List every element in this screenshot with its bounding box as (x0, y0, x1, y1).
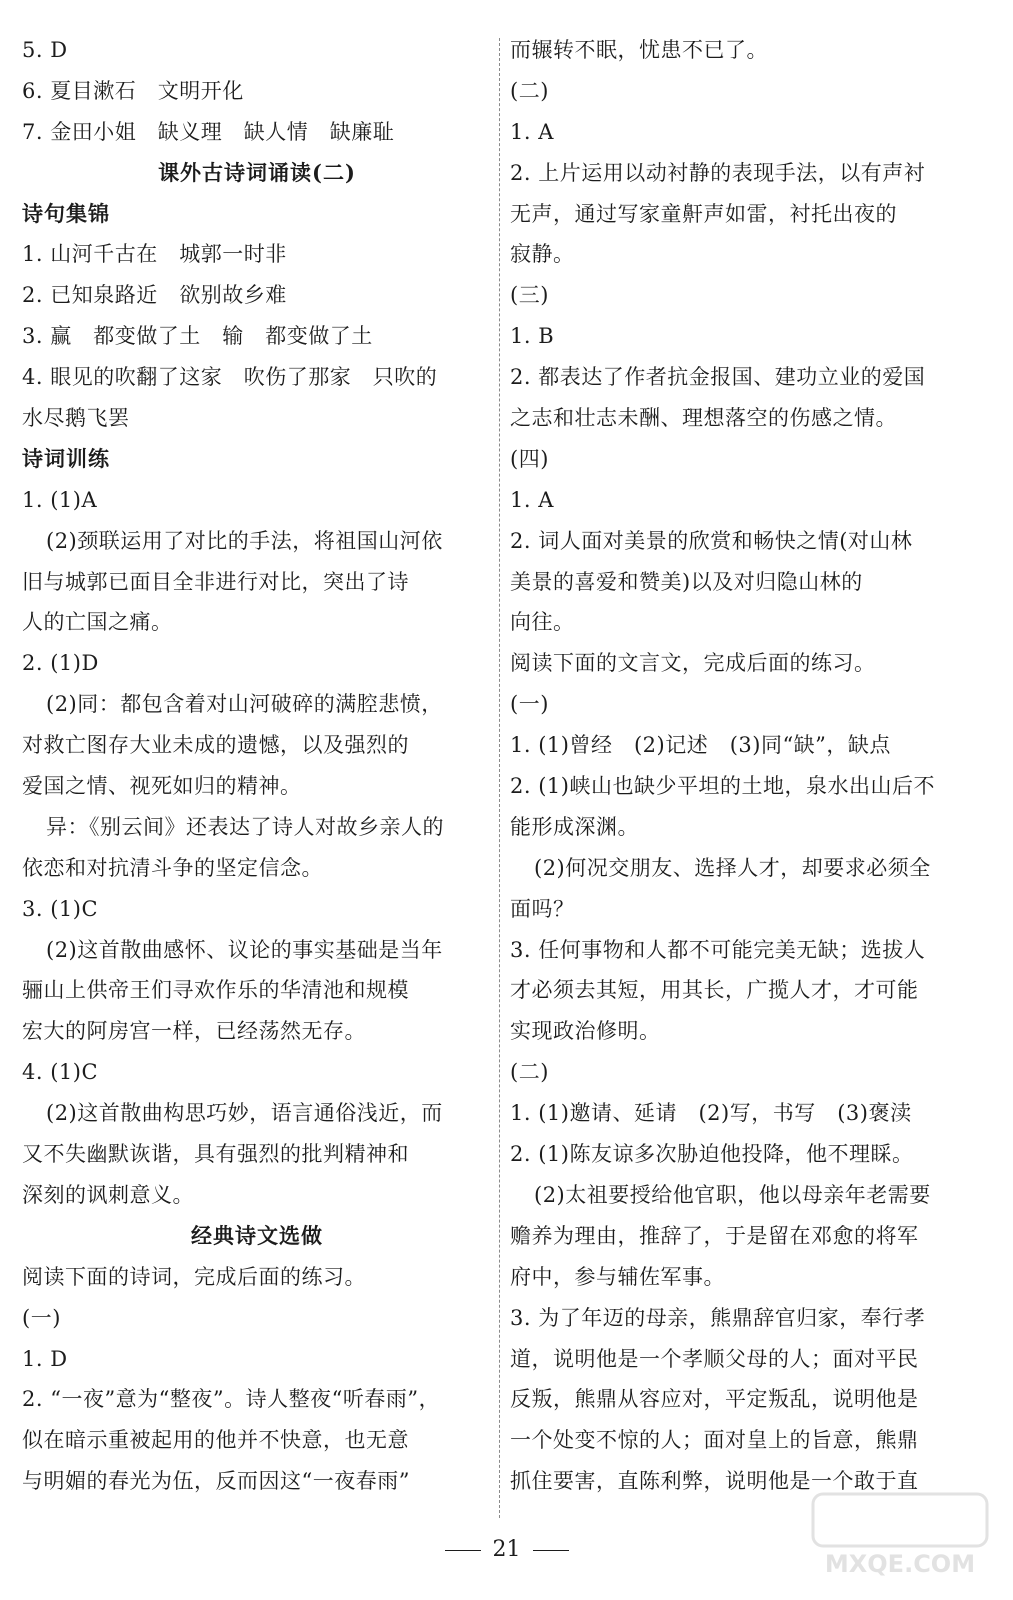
watermark-text: MXQE.COM (824, 1550, 976, 1578)
text-line: 水尽鹅飞罢 (22, 406, 130, 431)
right-column (510, 30, 980, 1502)
text-line: 才必须去其短，用其长，广揽人才，才可能 (510, 978, 919, 1003)
text-line: 5. D (22, 38, 68, 62)
section-heading: 经典诗文选做 (191, 1222, 323, 1248)
text-line: 赡养为理由，推辞了，于是留在邓愈的将军 (510, 1223, 919, 1248)
text-line: 对救亡图存大业未成的遗憾，以及强烈的 (22, 733, 409, 758)
text-line: 寂静。 (510, 242, 575, 267)
text-line: 与明媚的春光为伍，反而因这“一夜春雨” (22, 1469, 410, 1494)
text-line: 似在暗示重被起用的他并不快意，也无意 (22, 1428, 409, 1453)
subsection-heading: 诗词训练 (22, 445, 110, 471)
text-line: (三) (510, 283, 549, 308)
text-line: 1. 山河千古在 城郭一时非 (22, 242, 287, 267)
text-line: 2. (1)D (22, 651, 99, 676)
text-line: 1. (1)曾经 (2)记述 (3)同“缺”，缺点 (510, 733, 891, 758)
watermark-logo-icon (805, 1488, 995, 1583)
text-line: (二) (510, 78, 549, 103)
text-line: 3. 任何事物和人都不可能完美无缺；选拔人 (510, 937, 926, 962)
text-line: (一) (510, 692, 549, 717)
text-line: (一) (22, 1305, 61, 1330)
text-line: 府中，参与辅佐军事。 (510, 1264, 725, 1289)
page-number: 21 (492, 1537, 521, 1562)
text-line: 向往。 (510, 610, 575, 635)
text-line: (二) (510, 1060, 549, 1085)
text-line: (2)同：都包含着对山河破碎的满腔悲愤， (46, 692, 443, 717)
text-line: 旧与城郭已面目全非进行对比，突出了诗 (22, 569, 409, 594)
text-line: 实现政治修明。 (510, 1019, 661, 1044)
text-line: 异：《别云间》还表达了诗人对故乡亲人的 (46, 814, 444, 839)
text-line: 面吗？ (510, 896, 575, 921)
text-line: (2)颈联运用了对比的手法，将祖国山河依 (46, 528, 443, 553)
text-line: (四) (510, 446, 549, 471)
text-line: 无声，通过写家童鼾声如雷，衬托出夜的 (510, 201, 897, 226)
text-line: 阅读下面的诗词，完成后面的练习。 (22, 1264, 366, 1289)
text-line: 1. A (510, 119, 554, 144)
text-line: (2)何况交朋友、选择人才，却要求必须全 (534, 855, 931, 880)
text-line: 宏大的阿房宫一样，已经荡然无存。 (22, 1019, 366, 1044)
text-line: 人的亡国之痛。 (22, 610, 173, 635)
text-line: 1. D (22, 1346, 68, 1371)
text-line: 3. 赢 都变做了土 输 都变做了土 (22, 324, 373, 349)
text-line: 反叛，熊鼎从容应对，平定叛乱，说明他是 (510, 1387, 919, 1412)
text-line: 骊山上供帝王们寻欢作乐的华清池和规模 (22, 978, 409, 1003)
text-line: 2. 上片运用以动衬静的表现手法，以有声衬 (510, 160, 926, 185)
text-line: 2. 已知泉路近 欲别故乡难 (22, 283, 287, 308)
column-divider (499, 38, 500, 1518)
text-line: 能形成深渊。 (510, 814, 639, 839)
text-line: (2)这首散曲感怀、议论的事实基础是当年 (46, 937, 443, 962)
text-line: 4. (1)C (22, 1060, 99, 1085)
text-line: 6. 夏目漱石 文明开化 (22, 78, 244, 103)
text-line: 美景的喜爱和赞美)以及对归隐山林的 (510, 569, 863, 594)
text-line: 1. A (510, 487, 554, 512)
text-line: 2. “一夜”意为“整夜”。诗人整夜“听春雨”， (22, 1387, 441, 1412)
text-line: 2. (1)峡山也缺少平坦的土地，泉水出山后不 (510, 774, 935, 799)
text-line: 爱国之情、视死如归的精神。 (22, 774, 302, 799)
text-line: 深刻的讽刺意义。 (22, 1182, 194, 1207)
text-line: 道，说明他是一个孝顺父母的人；面对平民 (510, 1346, 919, 1371)
text-line: 依恋和对抗清斗争的坚定信念。 (22, 855, 323, 880)
text-line: 一个处变不惊的人；面对皇上的旨意，熊鼎 (510, 1428, 919, 1453)
section-heading: 课外古诗词诵读(二) (158, 159, 356, 185)
text-line: 4. 眼见的吹翻了这家 吹伤了那家 只吹的 (22, 365, 438, 390)
text-line: 2. 都表达了作者抗金报国、建功立业的爱国 (510, 365, 926, 390)
text-line: (2)太祖要授给他官职，他以母亲年老需要 (534, 1182, 931, 1207)
text-line: 1. (1)A (22, 487, 98, 512)
text-line: 1. B (510, 324, 555, 349)
text-line: 2. (1)陈友谅多次胁迫他投降，他不理睬。 (510, 1142, 914, 1167)
text-line: 3. (1)C (22, 896, 99, 921)
subsection-heading: 诗句集锦 (22, 200, 110, 226)
text-line: 7. 金田小姐 缺义理 缺人情 缺廉耻 (22, 119, 395, 144)
text-line: 又不失幽默诙谐，具有强烈的批判精神和 (22, 1142, 409, 1167)
text-line: 阅读下面的文言文，完成后面的练习。 (510, 651, 876, 676)
text-line: 3. 为了年迈的母亲，熊鼎辞官归家，奉行孝 (510, 1305, 926, 1330)
text-line: 1. (1)邀请、延请 (2)写，书写 (3)褒渎 (510, 1101, 912, 1126)
text-line: 而辗转不眠，忧患不已了。 (510, 38, 768, 62)
text-line: 抓住要害，直陈利弊，说明他是一个敢于直 (510, 1469, 919, 1494)
left-column (22, 30, 492, 1502)
text-line: 之志和壮志未酬、理想落空的伤感之情。 (510, 406, 897, 431)
text-line: 2. 词人面对美景的欣赏和畅快之情(对山林 (510, 528, 913, 553)
text-line: (2)这首散曲构思巧妙，语言通俗浅近，而 (46, 1101, 443, 1126)
